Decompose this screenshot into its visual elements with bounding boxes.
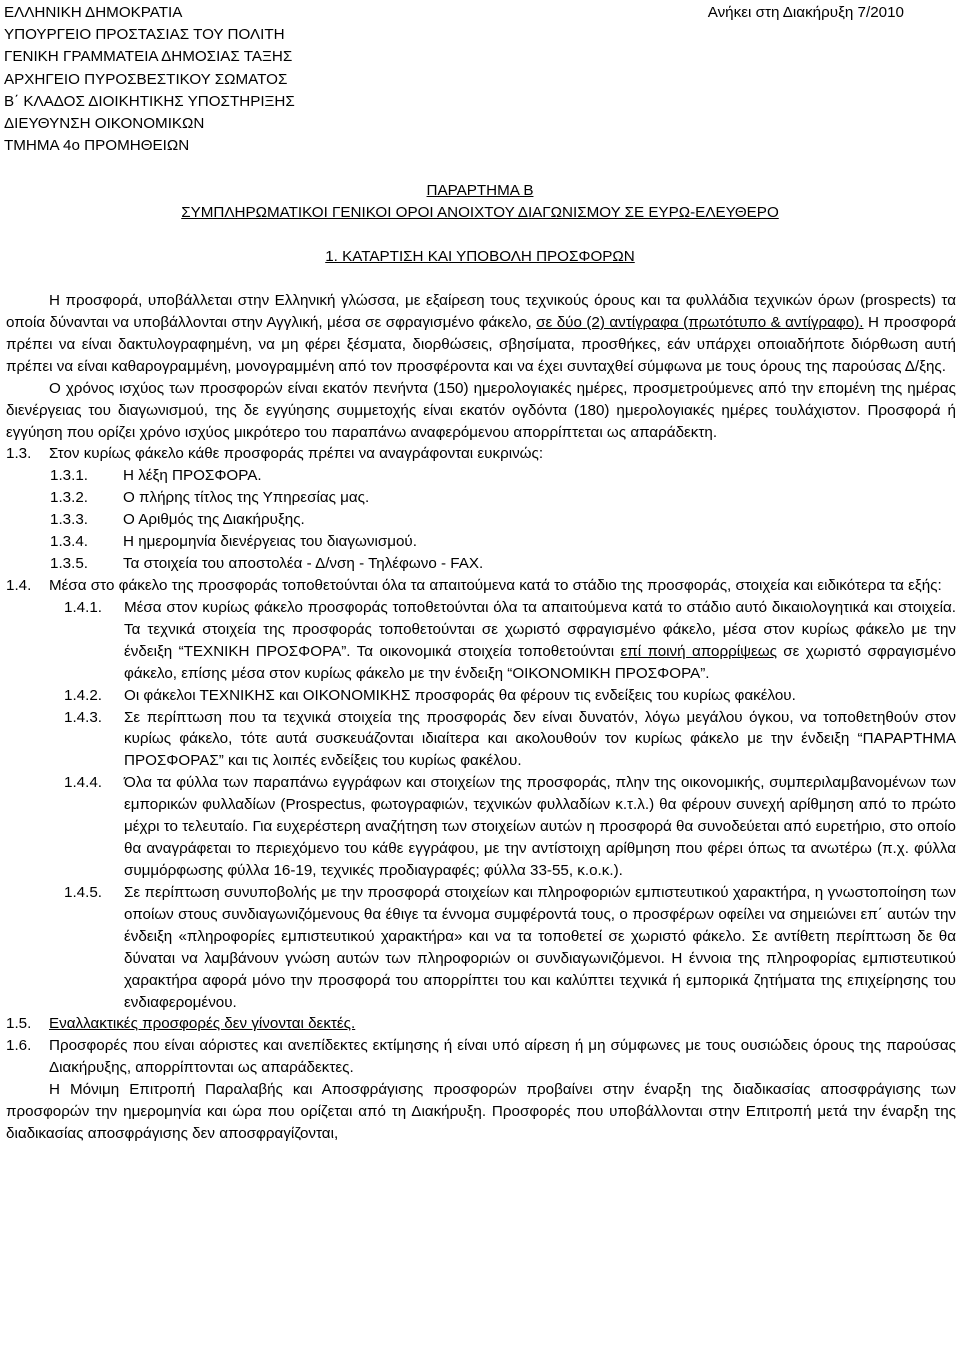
clause-1-3-5 <box>6 553 956 575</box>
clause-1-4-4 <box>6 772 956 882</box>
clause-1-3-3 <box>6 509 956 531</box>
clause-text: Στον κυρίως φάκελο κάθε προσφοράς πρέπει να αναγράφονται ευκρινώς: <box>49 445 544 463</box>
clause-number: 1.3. <box>6 445 32 463</box>
clause-number: 1.6. <box>6 1037 32 1055</box>
header-line: ΓΕΝΙΚΗ ΓΡΑΜΜΑΤΕΙΑ ΔΗΜΟΣΙΑΣ ΤΑΞΗΣ <box>4 48 293 66</box>
clause-text-underlined: σε δύο (2) αντίγραφα (πρωτότυπο & αντίγραφο). <box>536 313 864 331</box>
clause-1-5 <box>6 1013 956 1035</box>
declaration-reference: Ανήκει στη Διακήρυξη 7/2010 <box>707 4 904 21</box>
clause-text: Τα στοιχεία του αποστολέα - Δ/νση - Τηλέφωνο - FAX. <box>123 555 484 573</box>
clause-1-3-2 <box>6 487 956 509</box>
clause-1-3-4 <box>6 531 956 553</box>
clause-number: 1.4. <box>6 576 32 594</box>
clause-1-2 <box>6 378 956 444</box>
clause-number: 1.4.5. <box>64 883 102 901</box>
header-line: ΤΜΗΜΑ 4ο ΠΡΟΜΗΘΕΙΩΝ <box>4 137 190 155</box>
clause-text: Η ημερομηνία διενέργειας του διαγωνισμού. <box>123 533 417 551</box>
clause-text: Σε περίπτωση συνυποβολής με την προσφορά στοιχείων και πληροφοριών εμπιστευτικού χαρακτήρα, η γνωστοποίηση των οποίων στους συνδιαγωνιζόμενους θα έθιγε τα έννομα συμφέροντά τους, ο προσφέρων οφείλει να σημειώνει επ΄ αυτών την ένδειξη «πληροφορίες εμπιστευτικού χαρακτήρα» και να τα τοποθετεί σε χωριστό φάκελο. Σε αντίθετη περίπτωση δε θα δύναται να λαμβάνουν γνώση αυτών των πληροφοριών οι συνδιαγωνιζόμενοι. Η έννοια της πληροφορίας εμπιστευτικού χαρακτήρα αφορά μόνο την προσφορά του απορρίπτει του και καλύπτει τεχνικά ή εμπορικά ζητήματα της επιχείρησης του ενδιαφερομένου. <box>124 883 956 1011</box>
clause-1-4 <box>6 575 956 597</box>
clause-text: Η λέξη ΠΡΟΣΦΟΡΑ. <box>123 467 262 485</box>
clause-number: 1.4.3. <box>64 708 102 726</box>
clause-1-7 <box>6 1079 956 1145</box>
clause-1-4-5 <box>6 882 956 1014</box>
annex-title: ΠΑΡΑΡΤΗΜΑ Β <box>426 182 534 199</box>
clause-text: Οι φάκελοι ΤΕΧΝΙΚΗΣ και ΟΙΚΟΝΟΜΙΚΗΣ προσφοράς θα φέρουν τις ενδείξεις του κυρίως φακέλου. <box>124 686 796 704</box>
clause-text: Μέσα στο φάκελο της προσφοράς τοποθετούνται όλα τα απαιτούμενα κατά το στάδιο της προσφοράς, στοιχεία και ειδικότερα τα εξής: <box>49 576 942 594</box>
clause-text: Η προσφορά, υποβάλλεται στην Ελληνική γλώσσα, με εξαίρεση τους τεχνικούς όρους και τα φυλλάδια τεχνικών όρων (prospects) τα οποία δύνανται να υποβάλλονται στην Αγγλική, μέσα σε σφραγισμένο φάκελο, <box>6 292 956 331</box>
clause-number: 1.5. <box>6 1015 32 1033</box>
clause-text: Η Μόνιμη Επιτροπή Παραλαβής και Αποσφράγισης προσφορών προβαίνει στην έναρξη της διαδικασίας αποσφράγισης των προσφορών την ημερομηνία και ώρα που ορίζεται από τη Διακήρυξη. Προσφορές που υποβάλλονται στην Επιτροπή μετά την έναρξη της διαδικασίας αποσφράγισης δεν αποσφραγίζονται, <box>6 1081 956 1143</box>
header-line: Β΄ ΚΛΑΔΟΣ ΔΙΟΙΚΗΤΙΚΗΣ ΥΠΟΣΤΗΡΙΞΗΣ <box>4 92 295 110</box>
clause-text: Όλα τα φύλλα των παραπάνω εγγράφων και στοιχείων της προσφοράς, πλην της οικονομικής, συμπεριλαμβανομένων των εμπορικών φυλλαδίων (Prospectus, φωτογραφιών, τεχνικών φυλλαδίων κ.τ.λ.) θα φέρουν συνεχή αρίθμηση από το πρώτο μέχρι το τελευταίο. Για ευχερέστερη αναζήτηση των στοιχείων αυτών η προσφορά θα συνοδεύεται από ευρετήριο, στο οποίο θα αναγράφεται το περιεχόμενο του κάθε εγγράφου, με την αντίστοιχη αρίθμηση που φέρει όπως τα ανωτέρω (π.χ. φύλλα συμμόρφωσης φύλλα 16-19, τεχνικές προδιαγραφές; φύλλα 33-55, κ.ο.κ.). <box>124 774 956 879</box>
clause-text-underlined: Εναλλακτικές προσφορές δεν γίνονται δεκτές. <box>49 1015 356 1033</box>
clause-1-6 <box>6 1035 956 1079</box>
clause-number: 1.3.1. <box>50 467 88 485</box>
clause-number: 1.3.3. <box>50 511 88 529</box>
header-line: ΥΠΟΥΡΓΕΙΟ ΠΡΟΣΤΑΣΙΑΣ ΤΟΥ ΠΟΛΙΤΗ <box>4 26 285 44</box>
clause-1-1 <box>6 290 956 378</box>
clause-text: Μέσα στον κυρίως φάκελο προσφοράς τοποθετούνται όλα τα απαιτούμενα κατά το στάδιο αυτό δικαιολογητικά και στοιχεία. Τα τεχνικά στοιχεία της προσφοράς τοποθετούνται σε χωριστό σφραγισμένο φάκελο, μέσα στον κυρίως φάκελο με την ένδειξη “ΤΕΧΝΙΚΗ ΠΡΟΣΦΟΡΑ”. Τα οικονομικά στοιχεία τοποθετούνται <box>124 598 956 660</box>
clause-text: Η προσφορά πρέπει να είναι δακτυλογραφημένη, να μη φέρει ξέσματα, διορθώσεις, σβησίματα, προσθήκες, εάν υπάρχει οποιαδήποτε διόρθωση αυτή πρέπει να είναι καθαρογραμμένη, μονογραμμένη από τον προσφέροντα και να έχει συνταχθεί σύμφωνα με τους όρους της παρούσας Δ/ξης. <box>6 313 957 375</box>
document-body <box>6 290 956 1145</box>
header-line: ΕΛΛΗΝΙΚΗ ΔΗΜΟΚΡΑΤΙΑ <box>4 4 183 21</box>
clause-1-3-1 <box>6 465 956 487</box>
header-line: ΑΡΧΗΓΕΙΟ ΠΥΡΟΣΒΕΣΤΙΚΟΥ ΣΩΜΑΤΟΣ <box>4 70 288 88</box>
clause-text: Ο Αριθμός της Διακήρυξης. <box>123 511 305 529</box>
header-line: ΔΙΕΥΘΥΝΣΗ ΟΙΚΟΝΟΜΙΚΩΝ <box>4 115 205 133</box>
clause-text-underlined: επί ποινή απορρίψεως <box>620 642 777 660</box>
clause-number: 1.3.4. <box>50 533 88 551</box>
clause-number: 1.4.4. <box>64 774 102 792</box>
clause-1-4-3 <box>6 707 956 773</box>
clause-1-4-1 <box>6 597 956 685</box>
clause-text: Ο χρόνος ισχύος των προσφορών είναι εκατόν πενήντα (150) ημερολογιακές ημέρες, προσμετρούμενες από την επομένη της ημέρας διενέργειας του διαγωνισμού, της δε εγγύησης συμμετοχής είναι εκατόν ογδόντα (180) ημερολογιακές ημέρες τουλάχιστον. Προσφορά ή εγγύηση που ορίζει χρόνο ισχύος μικρότερο του παραπάνω αναφερόμενου απορρίπτεται ως απαράδεκτη. <box>6 379 956 441</box>
section-title: 1. ΚΑΤΑΡΤΙΣΗ ΚΑΙ ΥΠΟΒΟΛΗ ΠΡΟΣΦΟΡΩΝ <box>325 248 635 265</box>
clause-number: 1.4.1. <box>64 598 102 616</box>
clause-number: 1.3.5. <box>50 555 88 573</box>
clause-1-4-2 <box>6 685 956 707</box>
clause-number: 1.4.2. <box>64 686 102 704</box>
clause-text: Σε περίπτωση που τα τεχνικά στοιχεία της προσφοράς δεν είναι δυνατόν, λόγω μεγάλου όγκου, να τοποθετηθούν στον κυρίως φάκελο, τότε αυτά συσκευάζονται ιδιαίτερα και ακολουθούν τον κυρίως φάκελο με την ένδειξη “ΠΑΡΑΡΤΗΜΑ ΠΡΟΣΦΟΡΑΣ” και τις λοιπές ενδείξεις του κυρίως φακέλου. <box>124 708 956 770</box>
clause-text: Ο πλήρης τίτλος της Υπηρεσίας μας. <box>123 489 370 507</box>
clause-1-3 <box>6 443 956 465</box>
clause-text: Προσφορές που είναι αόριστες και ανεπίδεκτες εκτίμησης ή είναι υπό αίρεση ή μη σύμφωνες με τους ουσιώδεις όρους της παρούσας Διακήρυξης, απορρίπτονται ως απαράδεκτες. <box>49 1037 956 1077</box>
annex-subtitle: ΣΥΜΠΛΗΡΩΜΑΤΙΚΟΙ ΓΕΝΙΚΟΙ ΟΡΟΙ ΑΝΟΙΧΤΟΥ ΔΙΑΓΩΝΙΣΜΟΥ ΣΕ ΕΥΡΩ-ΕΛΕΥΘΕΡΟ <box>181 204 779 221</box>
clause-text: σε χωριστό σφραγισμένο φάκελο, επίσης μέσα στον κυρίως φάκελο με την ένδειξη “ΟΙΚΟΝΟΜΙΚΗ ΠΡΟΣΦΟΡΑ”. <box>124 642 956 682</box>
issuing-authority-header <box>4 2 295 157</box>
clause-number: 1.3.2. <box>50 489 88 507</box>
